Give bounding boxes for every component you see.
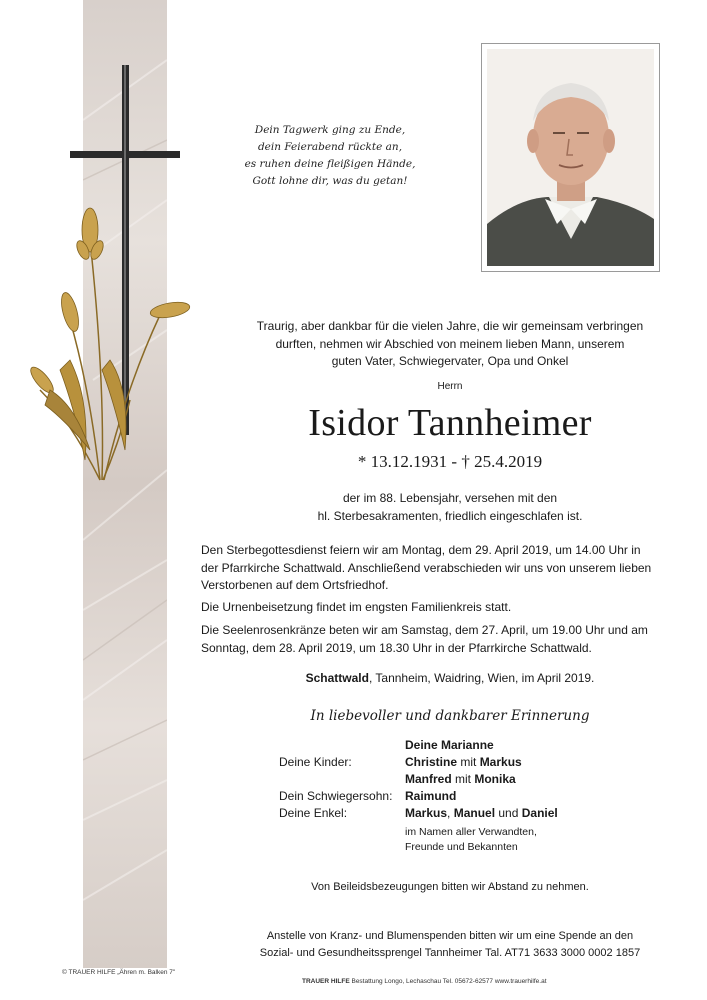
poem	[225, 122, 435, 190]
separator: ,	[447, 806, 454, 820]
relatives-line: Freunde und Bekannten	[405, 841, 518, 853]
child-with: mit	[457, 755, 480, 769]
funeral-line: Den Sterbegottesdienst feiern wir am Montag, dem 29. April 2019, um 14.00 Uhr in	[201, 543, 641, 557]
urn-text: Die Urnenbeisetzung findet im engsten Familienkreis statt.	[201, 600, 512, 614]
poem-line: Dein Tagwerk ging zu Ende,	[254, 124, 406, 136]
poem-line: Gott lohne dir, was du getan!	[252, 175, 408, 187]
family-wife: Deine Marianne	[405, 738, 494, 752]
poem-line: dein Feierabend rückte an,	[257, 141, 403, 153]
footer-brand: TRAUER HILFE	[302, 978, 350, 985]
grandchild-name: Manuel	[453, 806, 496, 820]
child-partner: Markus	[479, 755, 522, 769]
intro-line: guten Vater, Schwiegervater, Opa und Onkel	[331, 354, 569, 368]
family-soninlaw: Raimund	[405, 789, 457, 803]
place-rest: , Tannheim, Waidring, Wien, im April 2019.	[368, 671, 595, 685]
intro-text	[215, 318, 685, 371]
intro-line: Traurig, aber dankbar für die vielen Jahre, die wir gemeinsam verbringen	[256, 319, 644, 333]
relatives-line: im Namen aller Verwandten,	[405, 826, 537, 838]
deceased-name: Isidor Tannheimer	[308, 402, 592, 444]
family-grandchildren-label: Deine Enkel:	[279, 806, 348, 820]
place-date-line	[215, 671, 685, 685]
footer-imprint	[302, 978, 547, 985]
grandchild-name: Daniel	[521, 806, 558, 820]
rosary-line: Die Seelenrosenkränze beten wir am Samstag, dem 27. April, um 19.00 Uhr und am	[201, 623, 648, 637]
family-children-label: Deine Kinder:	[279, 755, 352, 769]
child-partner: Monika	[474, 772, 516, 786]
wheat-ears-illustration	[40, 240, 160, 480]
family-child-2	[405, 772, 516, 786]
footer-imprint-text: Bestattung Longo, Lechaschau Tel. 05672-62577 www.trauerhilfe.at	[349, 978, 547, 985]
poem-line: es ruhen deine fleißigen Hände,	[244, 158, 416, 170]
age-line: der im 88. Lebensjahr, versehen mit den	[342, 491, 558, 505]
donation-line: Sozial- und Gesundheitssprengel Tannheimer Tal. AT71 3633 3000 0002 1857	[259, 947, 641, 959]
age-text	[215, 490, 685, 525]
place-bold: Schattwald	[305, 671, 369, 685]
family-child-1	[405, 755, 522, 769]
rosary-line: Sonntag, dem 28. April 2019, um 18.30 Uhr in der Pfarrkirche Schattwald.	[201, 640, 592, 655]
funeral-line: der Pfarrkirche Schattwald. Anschließend verabschieden wir uns von unserem lieben	[201, 560, 652, 575]
funeral-text	[201, 542, 691, 595]
cross-and-wheat-illustration	[30, 60, 210, 500]
portrait-frame	[481, 43, 660, 272]
portrait-photo	[487, 49, 654, 266]
remembrance-heading: In liebevoller und dankbarer Erinnerung	[310, 708, 590, 724]
child-with: mit	[451, 772, 475, 786]
conjunction: und	[495, 806, 522, 820]
child-name: Manfred	[405, 772, 452, 786]
intro-line: durften, nehmen wir Abschied von meinem lieben Mann, unserem	[275, 336, 625, 351]
child-name: Christine	[405, 755, 458, 769]
family-grandchildren	[405, 806, 558, 820]
funeral-line: Verstorbenen auf dem Ortsfriedhof.	[201, 578, 389, 592]
grandchild-name: Markus	[405, 806, 448, 820]
condolence-note: Von Beileidsbezeugungen bitten wir Abstand zu nehmen.	[311, 881, 589, 893]
age-line: hl. Sterbesakramenten, friedlich eingeschlafen ist.	[317, 508, 583, 523]
rosary-text	[201, 622, 691, 657]
donation-line: Anstelle von Kranz- und Blumenspenden bitten wir um eine Spende an den	[266, 930, 634, 942]
life-dates: * 13.12.1931 - † 25.4.2019	[357, 452, 543, 471]
footer-copyright: © TRAUER HILFE „Ähren m. Balken 7"	[62, 969, 176, 976]
salutation: Herrn	[437, 381, 463, 392]
family-soninlaw-label: Dein Schwiegersohn:	[279, 789, 393, 803]
